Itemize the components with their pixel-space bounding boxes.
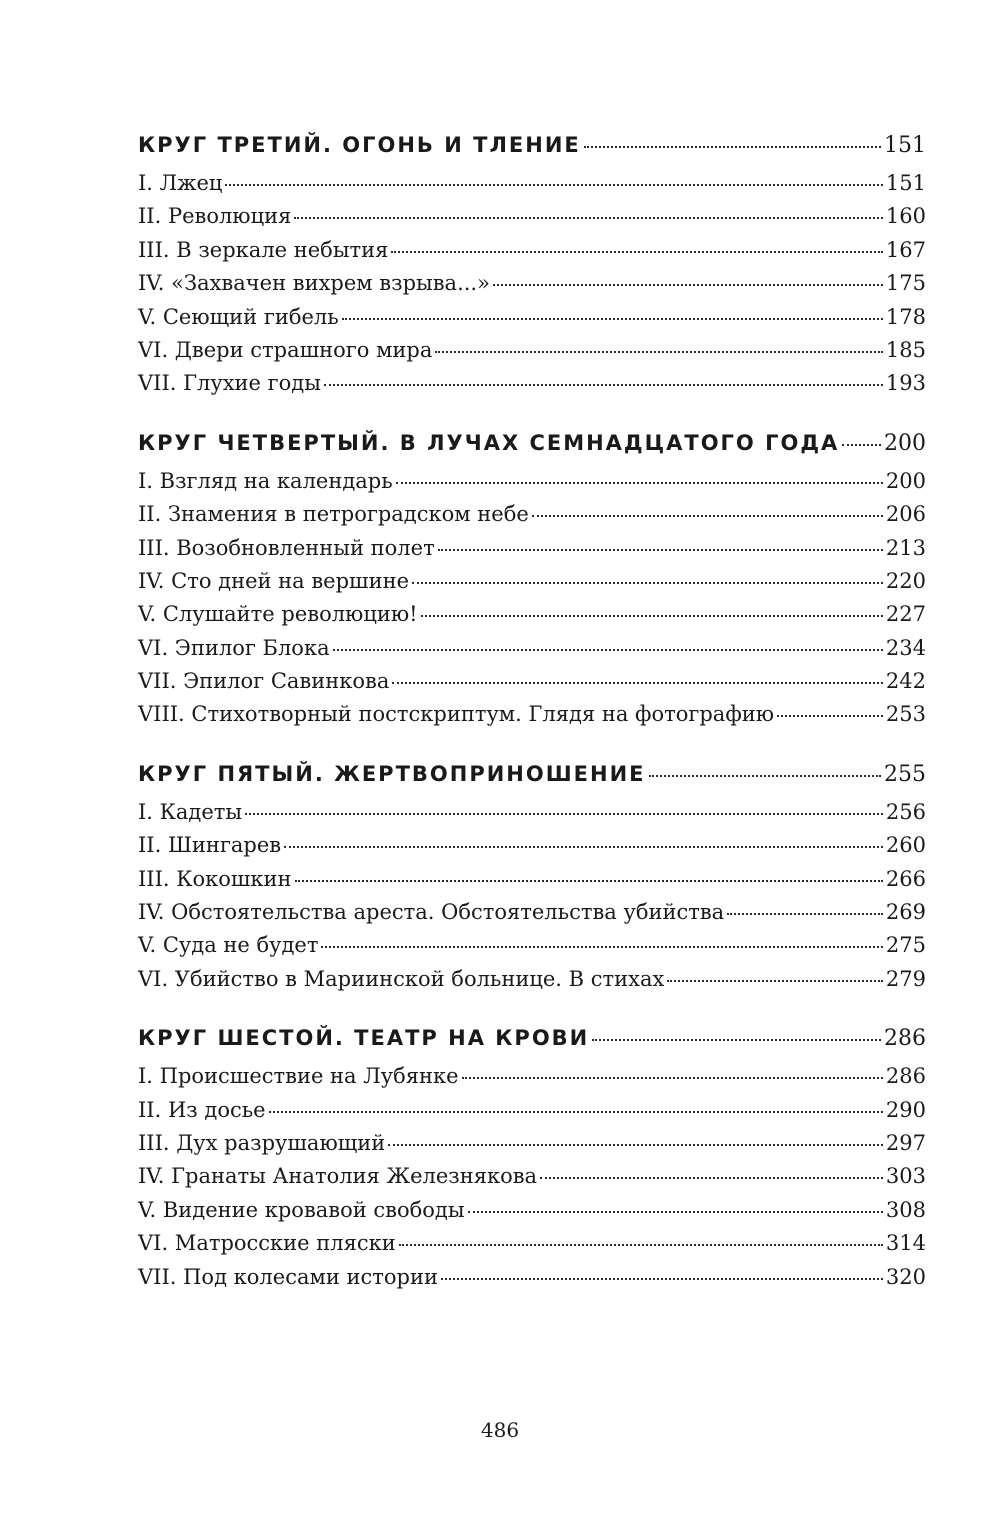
dot-leader bbox=[392, 682, 883, 684]
toc-entry bbox=[138, 800, 926, 833]
toc-entry bbox=[138, 305, 926, 338]
dot-leader bbox=[245, 813, 883, 815]
entry-page-number: 200 bbox=[885, 468, 926, 493]
entry-page-number: 206 bbox=[885, 502, 926, 527]
dot-leader bbox=[391, 251, 883, 253]
entry-page-number: 297 bbox=[885, 1130, 926, 1155]
entry-page-number: 234 bbox=[885, 635, 926, 660]
dot-leader bbox=[438, 549, 883, 551]
toc-entry bbox=[138, 371, 926, 404]
toc-entry bbox=[138, 569, 926, 602]
dot-leader bbox=[441, 1278, 883, 1280]
entry-title: I. Лжец bbox=[138, 171, 223, 195]
entry-title: IV. Сто дней на вершине bbox=[138, 568, 410, 593]
dot-leader bbox=[727, 913, 883, 915]
toc-section bbox=[138, 133, 926, 405]
dot-leader bbox=[667, 980, 883, 982]
section-page-number: 151 bbox=[884, 133, 926, 158]
entry-page-number: 175 bbox=[885, 271, 926, 296]
entry-title: III. Возобновленный полет bbox=[138, 535, 435, 560]
entry-title: I. Происшествие на Лубянке bbox=[138, 1064, 459, 1089]
entry-page-number: 253 bbox=[885, 702, 926, 727]
entry-title: II. Шингарев bbox=[138, 833, 282, 858]
entry-page-number: 290 bbox=[885, 1097, 926, 1122]
dot-leader bbox=[421, 615, 883, 617]
page-number: 486 bbox=[480, 1418, 520, 1442]
entry-title: II. Революция bbox=[138, 204, 292, 229]
toc-entry bbox=[138, 1064, 926, 1097]
dot-leader bbox=[284, 846, 883, 848]
entry-title: VII. Глухие годы bbox=[138, 371, 321, 396]
entry-page-number: 242 bbox=[885, 669, 926, 694]
entry-title: IV. Обстоятельства ареста. Обстоятельства убийства bbox=[138, 900, 725, 925]
section-title: КРУГ ПЯТЫЙ. ЖЕРТВОПРИНОШЕНИЕ bbox=[138, 761, 646, 786]
section-title: КРУГ ШЕСТОЙ. ТЕАТР НА КРОВИ bbox=[138, 1026, 590, 1051]
entry-title: IV. «Захвачен вихрем взрыва...» bbox=[138, 271, 490, 296]
dot-leader bbox=[777, 715, 883, 717]
entry-page-number: 151 bbox=[885, 171, 926, 195]
entry-title: III. В зеркале небытия bbox=[138, 237, 389, 262]
section-title: КРУГ ТРЕТИЙ. ОГОНЬ И ТЛЕНИЕ bbox=[138, 133, 581, 157]
dot-leader bbox=[435, 351, 883, 353]
entry-title: IV. Гранаты Анатолия Железнякова bbox=[138, 1164, 538, 1189]
toc-entry bbox=[138, 1131, 926, 1164]
section-page-number: 255 bbox=[884, 761, 926, 787]
entry-page-number: 260 bbox=[885, 833, 926, 858]
toc-entry bbox=[138, 469, 926, 502]
entry-title: VI. Матросские пляски bbox=[138, 1231, 396, 1256]
toc-entry bbox=[138, 967, 926, 1000]
entry-page-number: 213 bbox=[885, 535, 926, 560]
dot-leader bbox=[532, 515, 883, 517]
dot-leader bbox=[324, 384, 883, 386]
entry-title: III. Дух разрушающий bbox=[138, 1130, 386, 1155]
entry-title: VIII. Стихотворный постскриптум. Глядя на фотографию bbox=[138, 702, 775, 727]
entry-page-number: 275 bbox=[885, 933, 926, 958]
dot-leader bbox=[321, 946, 882, 948]
dot-leader bbox=[269, 1111, 883, 1113]
entry-title: III. Кокошкин bbox=[138, 866, 292, 891]
toc-section bbox=[138, 1026, 926, 1298]
entry-page-number: 185 bbox=[885, 337, 926, 362]
dot-leader bbox=[842, 444, 881, 446]
entry-page-number: 314 bbox=[885, 1231, 926, 1256]
dot-leader bbox=[493, 284, 883, 286]
entry-title: VI. Эпилог Блока bbox=[138, 635, 330, 660]
dot-leader bbox=[468, 1211, 883, 1213]
entry-title: V. Суда не будет bbox=[138, 933, 319, 958]
entry-page-number: 256 bbox=[885, 799, 926, 824]
entry-title: I. Взгляд на календарь bbox=[138, 468, 393, 493]
section-heading bbox=[138, 133, 926, 165]
toc-entry bbox=[138, 1164, 926, 1197]
entry-title: I. Кадеты bbox=[138, 799, 243, 824]
toc-entry bbox=[138, 204, 926, 237]
section-heading bbox=[138, 431, 926, 463]
dot-leader bbox=[294, 217, 883, 219]
toc-entry bbox=[138, 238, 926, 271]
entry-page-number: 286 bbox=[885, 1064, 926, 1089]
toc-entry bbox=[138, 1198, 926, 1231]
toc-section bbox=[138, 431, 926, 736]
toc-entry bbox=[138, 1098, 926, 1131]
dot-leader bbox=[592, 1039, 881, 1041]
entry-page-number: 308 bbox=[885, 1197, 926, 1222]
entry-page-number: 193 bbox=[885, 371, 926, 396]
toc-entry bbox=[138, 271, 926, 304]
dot-leader bbox=[399, 1244, 883, 1246]
entry-title: II. Из досье bbox=[138, 1097, 266, 1122]
section-page-number: 286 bbox=[884, 1026, 926, 1052]
entry-page-number: 279 bbox=[885, 966, 926, 991]
toc-entry bbox=[138, 171, 926, 204]
toc-entry bbox=[138, 502, 926, 535]
entry-title: V. Слушайте революцию! bbox=[138, 602, 418, 627]
entry-title: V. Видение кровавой свободы bbox=[138, 1197, 465, 1222]
toc-entry bbox=[138, 900, 926, 933]
toc-entry bbox=[138, 833, 926, 866]
section-heading bbox=[138, 1026, 926, 1058]
entry-title: V. Сеющий гибель bbox=[138, 304, 339, 329]
entry-page-number: 167 bbox=[885, 237, 926, 262]
toc-entry bbox=[138, 1231, 926, 1264]
entry-title: VI. Двери страшного мира bbox=[138, 337, 433, 362]
toc-entry bbox=[138, 702, 926, 735]
section-title: КРУГ ЧЕТВЕРТЫЙ. В ЛУЧАХ СЕМНАДЦАТОГО ГОДА bbox=[138, 430, 840, 455]
toc-entry bbox=[138, 636, 926, 669]
dot-leader bbox=[412, 582, 883, 584]
dot-leader bbox=[649, 775, 881, 777]
entry-page-number: 269 bbox=[885, 900, 926, 925]
toc-entry bbox=[138, 669, 926, 702]
dot-leader bbox=[388, 1144, 883, 1146]
entry-page-number: 320 bbox=[885, 1264, 926, 1289]
dot-leader bbox=[462, 1077, 883, 1079]
section-heading bbox=[138, 762, 926, 794]
dot-leader bbox=[540, 1177, 883, 1179]
entry-page-number: 227 bbox=[885, 602, 926, 627]
entry-page-number: 178 bbox=[885, 304, 926, 329]
dot-leader bbox=[295, 880, 883, 882]
entry-page-number: 220 bbox=[885, 568, 926, 593]
entry-title: VII. Эпилог Савинкова bbox=[138, 669, 390, 694]
entry-page-number: 160 bbox=[885, 204, 926, 229]
toc-entry bbox=[138, 338, 926, 371]
toc-entry bbox=[138, 1265, 926, 1298]
section-page-number: 200 bbox=[884, 430, 926, 456]
toc-entry bbox=[138, 933, 926, 966]
entry-title: II. Знамения в петроградском небе bbox=[138, 502, 529, 527]
entry-title: VI. Убийство в Мариинской больнице. В стихах bbox=[138, 966, 665, 991]
toc-section bbox=[138, 762, 926, 1000]
toc-entry bbox=[138, 867, 926, 900]
dot-leader bbox=[225, 184, 882, 186]
dot-leader bbox=[584, 146, 881, 148]
entry-page-number: 266 bbox=[885, 866, 926, 891]
toc-entry bbox=[138, 602, 926, 635]
table-of-contents bbox=[138, 133, 926, 1324]
entry-page-number: 303 bbox=[885, 1164, 926, 1189]
dot-leader bbox=[396, 482, 883, 484]
dot-leader bbox=[342, 318, 883, 320]
dot-leader bbox=[333, 649, 883, 651]
toc-entry bbox=[138, 536, 926, 569]
entry-title: VII. Под колесами истории bbox=[138, 1264, 438, 1289]
